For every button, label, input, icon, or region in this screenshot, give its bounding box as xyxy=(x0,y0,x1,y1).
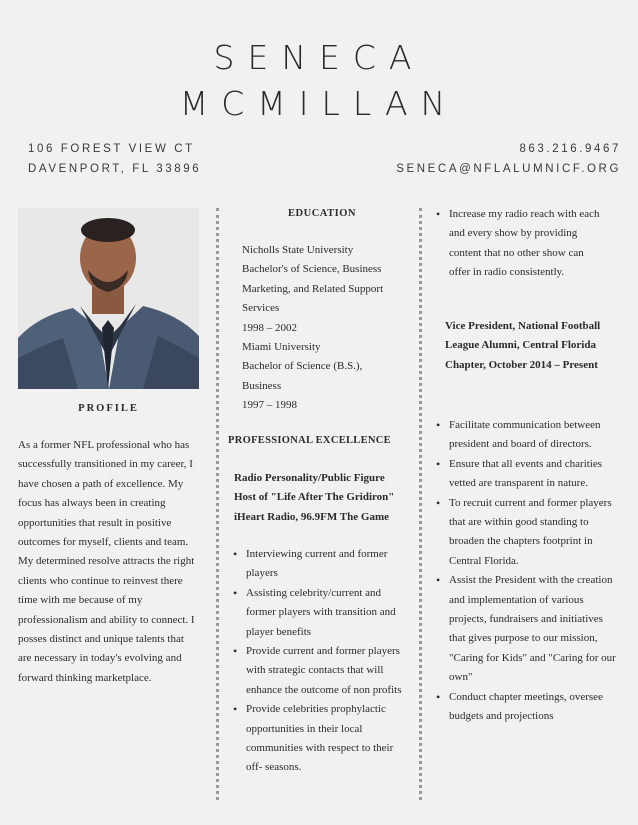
last-name: MCMILLAN xyxy=(179,84,459,123)
list-item: • To recruit current and former players that are within good standing to broaden the chapters footprint in Central Florida. xyxy=(431,494,621,572)
education-degree-1: Bachelor's of Science, Business Marketing, and Related Support Services xyxy=(242,263,384,315)
experience-title: PROFESSIONAL EXCELLENCE xyxy=(228,435,391,446)
list-item: • Assist the President with the creation and implementation of various projects, fundraisers and initiatives that gives purpose to our mission, "Caring for Kids" and "Caring for our own" xyxy=(431,571,621,687)
education-school-1: Nicholls State University xyxy=(242,244,354,256)
column-divider-left xyxy=(216,208,219,800)
education-degree-2: Bachelor of Science (B.S.), Business xyxy=(242,360,363,392)
job-1-title: Radio Personality/Public Figure Host of "Life After The Gridiron" iHeart Radio, 96.9FM The Game xyxy=(234,472,395,523)
phone-number: 863.216.9467 xyxy=(519,143,621,155)
list-item: • Conduct chapter meetings, oversee budgets and projections xyxy=(431,688,621,727)
education-school-2: Miami University xyxy=(242,341,321,354)
job-1-bullets-continued xyxy=(431,205,603,283)
list-item: • Facilitate communication between president and board of directors. xyxy=(431,416,621,455)
list-item: • Increase my radio reach with each and every show by providing content that no other show can offer in radio consistently. xyxy=(431,205,603,283)
education-dates-2: 1997 – 1998 xyxy=(242,399,297,412)
profile-photo xyxy=(18,208,199,389)
job-1-bullets xyxy=(228,545,408,778)
address-line-1: 106 FOREST VIEW CT xyxy=(28,143,195,155)
list-item: • Interviewing current and former players xyxy=(228,545,408,584)
email-address: SENECA@NFLALUMNICF.ORG xyxy=(396,163,621,175)
job-2-title: Vice President, National Football League Alumni, Central Florida Chapter, October 2014 – Present xyxy=(445,320,601,371)
list-item: • Ensure that all events and charities vetted are transparent in nature. xyxy=(431,455,621,494)
education-list xyxy=(242,241,404,416)
column-divider-right xyxy=(419,208,422,800)
education-title: EDUCATION xyxy=(288,208,356,219)
first-name: SENECA xyxy=(213,38,425,77)
list-item: • Assisting celebrity/current and former players with transition and player benefits xyxy=(228,584,408,642)
education-dates-1: 1998 – 2002 xyxy=(242,321,297,334)
address-line-2: DAVENPORT, FL 33896 xyxy=(28,163,202,175)
list-item: • Provide current and former players with strategic contacts that will enhance the outcome of non profits xyxy=(228,642,408,700)
list-item: • Provide celebrities prophylactic opportunities in their local communities with respect to their off- seasons. xyxy=(228,700,408,778)
profile-title: PROFILE xyxy=(78,403,139,414)
job-2-bullets xyxy=(431,416,621,727)
profile-text: As a former NFL professional who has successfully transitioned in my career, I have chosen a path of excellence. My focus has always been in creating opportunities that result in positive outcomes for myself, clients and team. My determined resolve attracts the right clients who continue to reinvest there time with me because of my professionalism and ability to connect. I posses distinct and unique talents that are necessary in today's evolving and forward thinking marketplace. xyxy=(18,439,195,684)
